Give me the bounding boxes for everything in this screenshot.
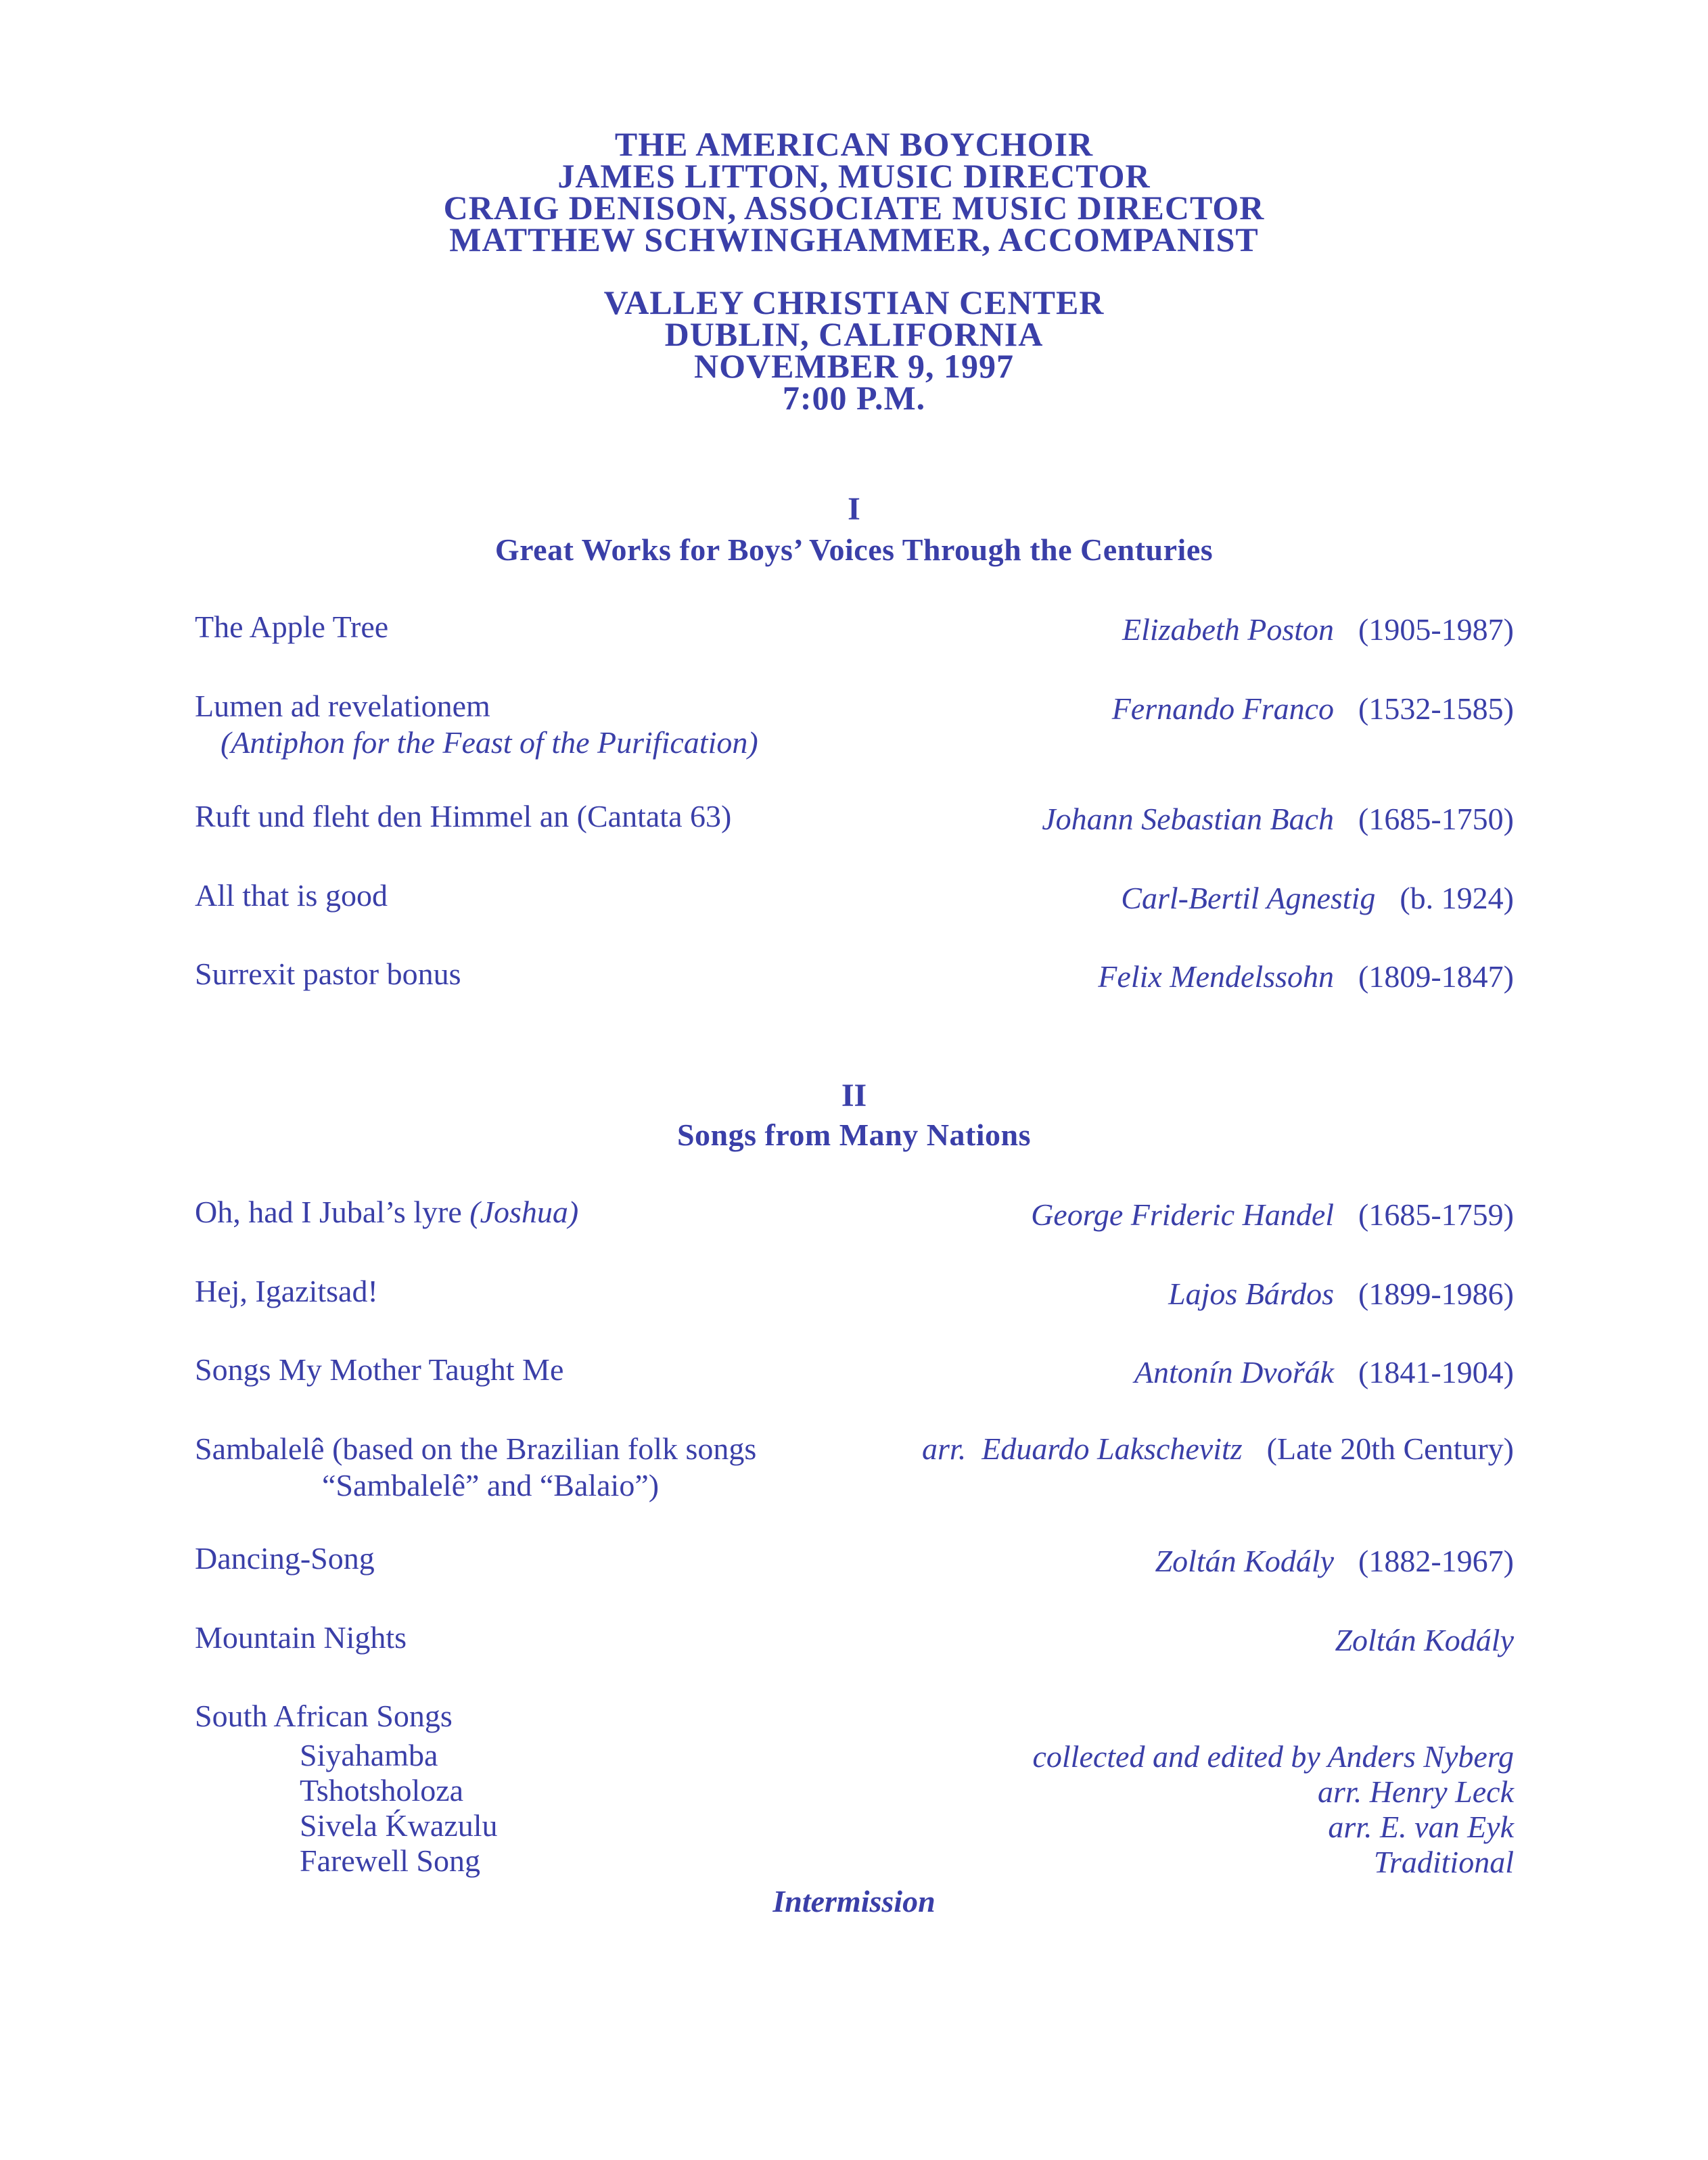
venue-header [0, 283, 1708, 417]
piece-subtitle: “Sambalelê” and “Balaio”) [322, 1468, 660, 1502]
composer-dates: (1809-1847) [1358, 959, 1514, 994]
sub-piece-credit: arr. Henry Leck [1318, 1774, 1514, 1809]
composer [1031, 1197, 1514, 1233]
composer-name: Fernando Franco [1111, 691, 1335, 726]
piece-title-source: (Joshua) [469, 1195, 579, 1229]
piece-title: South African Songs [195, 1699, 453, 1733]
section-title: Great Works for Boys’ Voices Through the Centuries [494, 532, 1214, 567]
composer-name: Eduardo Lakschevitz [982, 1431, 1243, 1466]
composer-name: Zoltán Kodály [1155, 1544, 1335, 1578]
composer-name: Felix Mendelssohn [1098, 959, 1335, 994]
composer-dates: (1685-1750) [1358, 802, 1514, 836]
section-title: Songs from Many Nations [676, 1118, 1032, 1152]
piece-title: Sambalelê (based on the Brazilian folk songs [195, 1431, 757, 1466]
sub-piece-credit: collected and edited by Anders Nyberg [1032, 1739, 1514, 1774]
intermission-label: Intermission [772, 1884, 936, 1918]
composer-prefix: arr. [922, 1431, 967, 1466]
piece-title: Surrexit pastor bonus [195, 957, 461, 991]
piece-subtitle: (Antiphon for the Feast of the Purification) [221, 725, 758, 760]
composer [1042, 801, 1514, 837]
concert-time: 7:00 P.M. [782, 379, 926, 417]
piece-title-text: Oh, had I Jubal’s lyre [195, 1195, 462, 1229]
header-line-ensemble: THE AMERICAN BOYCHOIR [614, 125, 1094, 163]
composer-name: George Frideric Handel [1031, 1197, 1335, 1232]
composer-name: Lajos Bárdos [1168, 1277, 1335, 1311]
composer [1112, 691, 1514, 727]
composer-dates: (1882-1967) [1358, 1544, 1514, 1578]
header-line-music-director: JAMES LITTON, MUSIC DIRECTOR [557, 157, 1151, 195]
piece-title: Ruft und fleht den Himmel an (Cantata 63) [195, 799, 732, 833]
composer-dates: (1905-1987) [1358, 612, 1514, 647]
piece-title: Lumen ad revelationem [195, 689, 490, 723]
section-number: II [841, 1078, 867, 1113]
piece-title: Hej, Igazitsad! [195, 1274, 378, 1308]
venue-city: DUBLIN, CALIFORNIA [664, 315, 1044, 353]
composer [1121, 880, 1514, 917]
composer-dates: (1532-1585) [1358, 691, 1514, 726]
piece-title: Mountain Nights [195, 1620, 407, 1655]
piece-title: The Apple Tree [195, 610, 389, 644]
composer-dates: (b. 1924) [1400, 881, 1514, 915]
composer-dates: (1685-1759) [1358, 1197, 1514, 1232]
sub-piece-title: Siyahamba [300, 1738, 438, 1772]
composer [1134, 1354, 1514, 1391]
composer [1168, 1276, 1514, 1312]
composer-name: Carl-Bertil Agnestig [1121, 881, 1376, 915]
composer-name: Elizabeth Poston [1122, 612, 1335, 647]
header-line-associate-director: CRAIG DENISON, ASSOCIATE MUSIC DIRECTOR [443, 189, 1265, 227]
header-line-accompanist: MATTHEW SCHWINGHAMMER, ACCOMPANIST [449, 221, 1259, 258]
sub-piece-title: Farewell Song [300, 1843, 481, 1878]
composer [1122, 612, 1514, 648]
section-number: I [848, 491, 860, 527]
program-item-group [195, 1698, 1514, 1887]
sub-piece-title: Sivela Ḱwazulu [300, 1808, 498, 1843]
composer [1098, 959, 1514, 995]
piece-title: Songs My Mother Taught Me [195, 1352, 564, 1387]
composer [1155, 1543, 1515, 1580]
piece-title [195, 1194, 578, 1231]
composer-name: Antonín Dvořák [1134, 1355, 1335, 1389]
sub-piece-title: Tshotsholoza [300, 1773, 464, 1808]
concert-date: NOVEMBER 9, 1997 [694, 347, 1014, 385]
venue-name: VALLEY CHRISTIAN CENTER [603, 283, 1105, 321]
sub-piece-credit: Traditional [1373, 1845, 1514, 1879]
composer-name: Johann Sebastian Bach [1042, 802, 1335, 836]
composer [1335, 1622, 1514, 1659]
composer-dates: (1899-1986) [1358, 1277, 1514, 1311]
sub-piece-credit: arr. E. van Eyk [1328, 1810, 1514, 1844]
composer-name: Zoltán Kodály [1335, 1623, 1514, 1657]
piece-title: Dancing-Song [195, 1541, 375, 1576]
composer-dates: (Late 20th Century) [1266, 1431, 1514, 1466]
program-header [0, 125, 1708, 258]
composer [922, 1431, 1514, 1467]
composer-dates: (1841-1904) [1358, 1355, 1514, 1389]
piece-title: All that is good [195, 878, 388, 913]
